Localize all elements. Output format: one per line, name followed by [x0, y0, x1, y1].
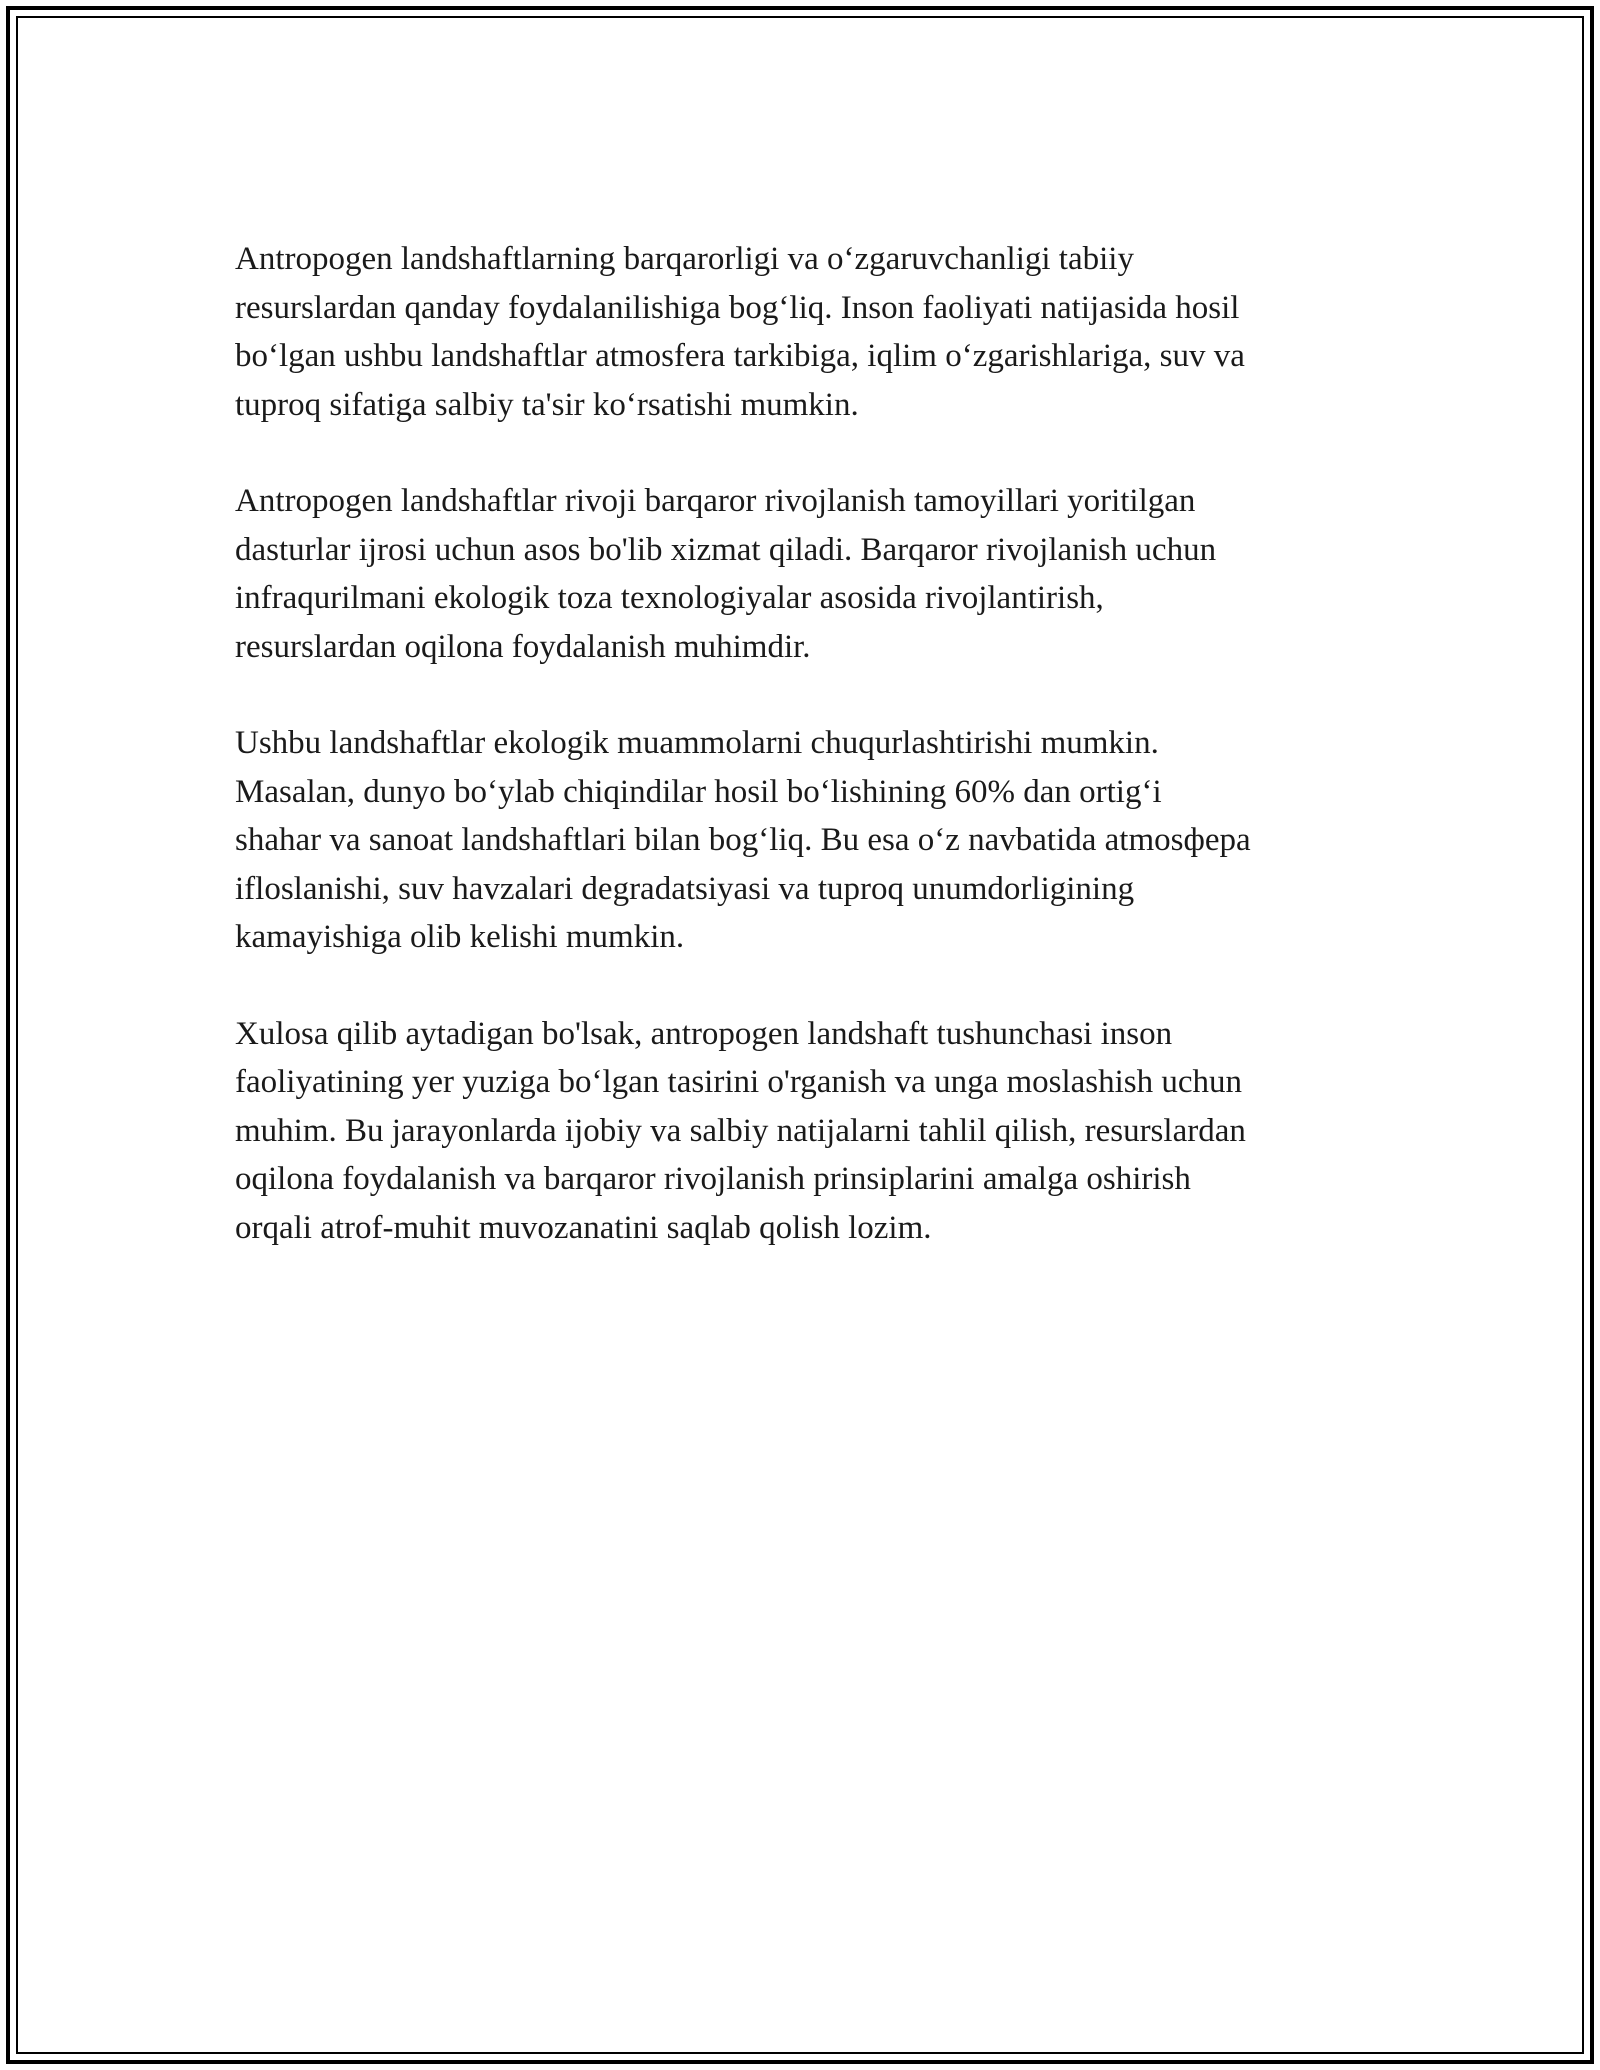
- document-body: [235, 235, 1375, 1300]
- paragraph-3: Ushbu landshaftlar ekologik muammolarni chuqurlashtirishi mumkin. Masalan, dunyo bo‘ylab chiqindilar hosil bo‘lishining 60% dan ortig‘i shahar va sanoat landshaftlari bilan bog‘liq. Bu esa o‘z navbatida atmosфера ifloslanishi, suv havzalari degradatsiyasi va tuproq unumdorligining kamayishiga olib kelishi mumkin.: [235, 725, 1251, 955]
- paragraph-1: Antropogen landshaftlarning barqarorligi va o‘zgaruvchanligi tabiiy resurslardan qanday foydalanilishiga bog‘liq. Inson faoliyati natijasida hosil bo‘lgan ushbu landshaftlar atmosfera tarkibiga, iqlim o‘zgarishlariga, suv va tuproq sifatiga salbiy ta'sir ko‘rsatishi mumkin.: [235, 241, 1245, 423]
- paragraph-4: Xulosa qilib aytadigan bo'lsak, antropogen landshaft tushunchasi inson faoliyatining yer yuziga bo‘lgan tasirini o'rganish va unga moslashish uchun muhim. Bu jarayonlarda ijobiy va salbiy natijalarni tahlil qilish, resurslardan oqilona foydalanish va barqaror rivojlanish prinsiplarini amalga oshirish orqali atrof-muhit muvozanatini saqlab qolish lozim.: [235, 1015, 1246, 1246]
- paragraph-2: Antropogen landshaftlar rivoji barqaror rivojlanish tamoyillari yoritilgan dasturlar ijrosi uchun asos bo'lib xizmat qiladi. Barqaror rivojlanish uchun infraqurilmani ekologik toza texnologiyalar asosida rivojlantirish, resurslardan oqilona foydalanish muhimdir.: [235, 483, 1217, 665]
